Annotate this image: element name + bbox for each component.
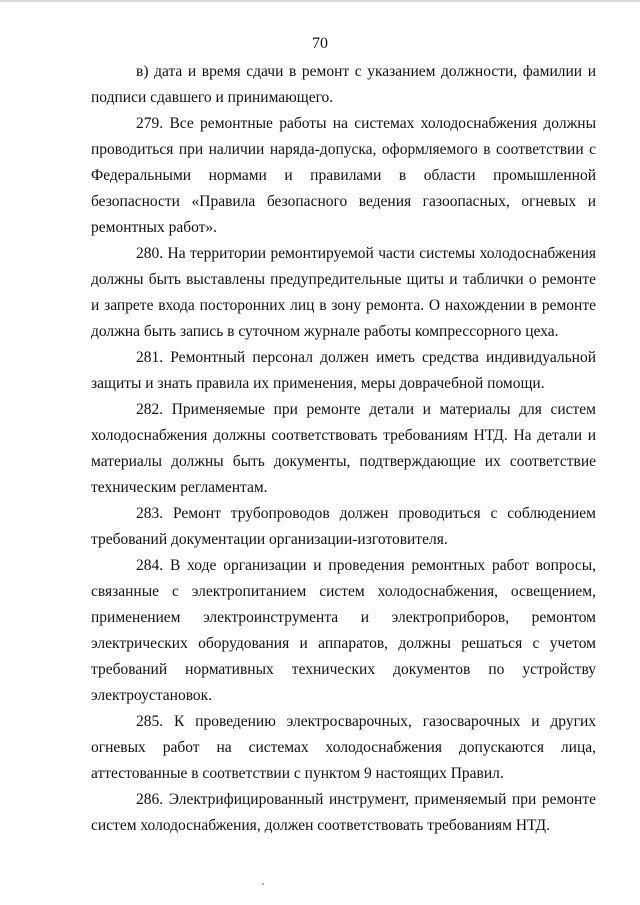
paragraph-283: 283. Ремонт трубопроводов должен проводиться с соблюдением требований документации организации-изготовителя. [91, 505, 596, 548]
paragraph-280: 280. На территории ремонтируемой части системы холодоснабжения должны быть выставлены предупредительные щиты и таблички о ремонте и запрете входа посторонних лиц в зону ремонта. О нахождении в ремонте должна быть запись в суточном журнале работы компрессорного цеха. [91, 245, 596, 340]
paragraph-clause-v: в) дата и время сдачи в ремонт с указанием должности, фамилии и подписи сдавшего и принимающего. [91, 63, 596, 106]
paragraph-285: 285. К проведению электросварочных, газосварочных и других огневых работ на системах холодоснабжения допускаются лица, аттестованные в соответствии с пунктом 9 настоящих Правил. [91, 713, 596, 782]
paragraph-284: 284. В ходе организации и проведения ремонтных работ вопросы, связанные с электропитанием систем холодоснабжения, освещением, применением электроинструмента и электроприборов, ремонтом электрических оборудования и аппаратов, должны решаться с учетом требований нормативных технических документов по устройству электроустановок. [91, 557, 596, 704]
paragraph-281: 281. Ремонтный персонал должен иметь средства индивидуальной защиты и знать правила их применения, меры доврачебной помощи. [91, 349, 596, 392]
paragraph-282: 282. Применяемые при ремонте детали и материалы для систем холодоснабжения должны соответствовать требованиям НТД. На детали и материалы должны быть документы, подтверждающие их соответствие техническим регламентам. [91, 401, 596, 496]
body-text [91, 59, 596, 839]
paragraph-286: 286. Электрифицированный инструмент, применяемый при ремонте систем холодоснабжения, должен соответствовать требованиям НТД. [91, 791, 596, 834]
scan-speck [262, 883, 264, 885]
paragraph-279: 279. Все ремонтные работы на системах холодоснабжения должны проводиться при наличии наряда-допуска, оформляемого в соответствии с Федеральными нормами и правилами в области промышленной безопасности «Правила безопасного ведения газоопасных, огневых и ремонтных работ». [91, 115, 596, 236]
scan-top-edge [0, 0, 640, 2]
page-number: 70 [312, 35, 328, 52]
